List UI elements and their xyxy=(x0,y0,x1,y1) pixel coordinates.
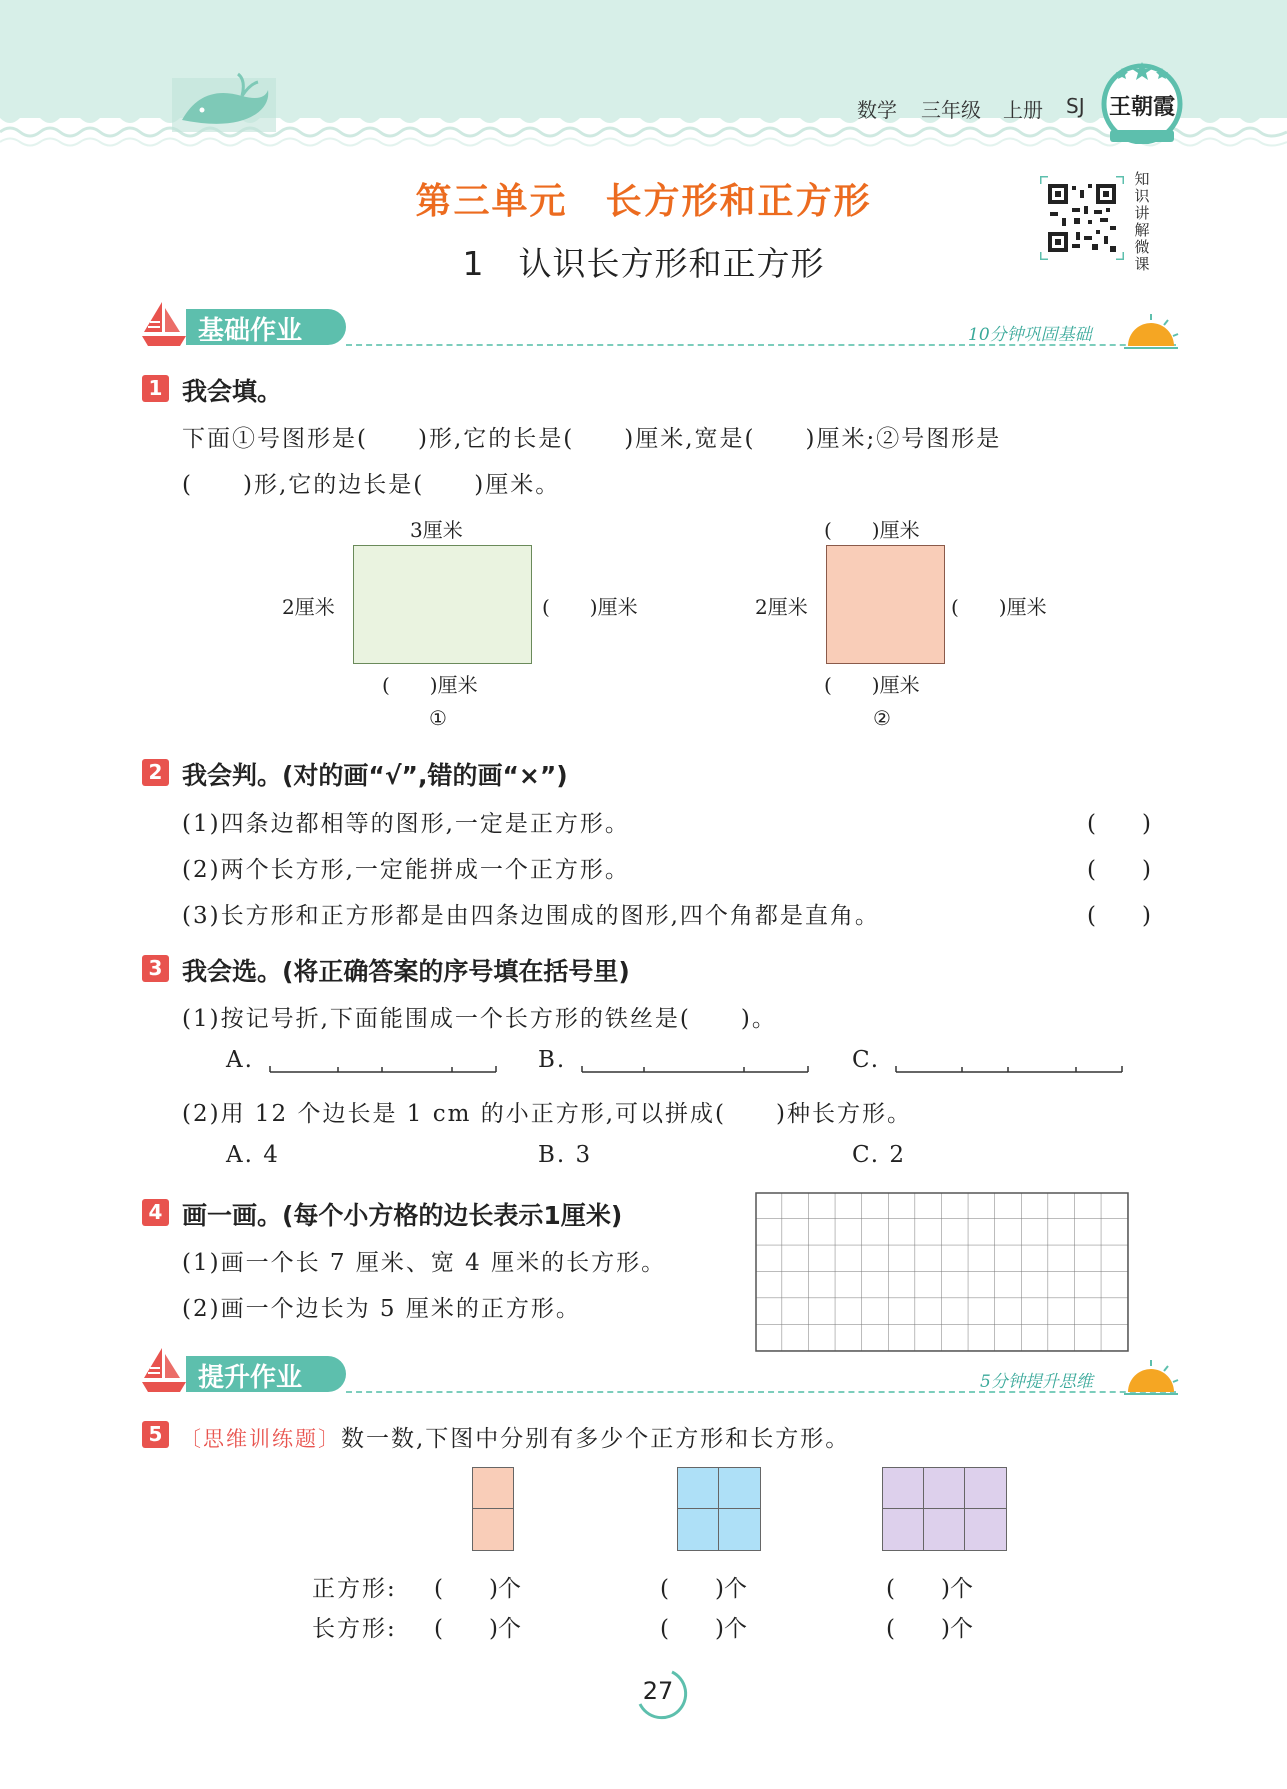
row-label-rect: 长方形: xyxy=(312,1616,397,1642)
sun-icon xyxy=(1122,1358,1180,1396)
qr-caption: 知识讲解微课 xyxy=(1134,170,1150,273)
question-title: 我会判。(对的画“√”,错的画“×”) xyxy=(182,761,568,790)
question-number: 2 xyxy=(142,759,169,786)
judge-item: (3)长方形和正方形都是由四条边围成的图形,四个角都是直角。 xyxy=(182,903,880,929)
wire-option-c xyxy=(894,1060,1124,1074)
count-figure-1 xyxy=(472,1467,514,1551)
count-blank[interactable]: ( )个 xyxy=(886,1576,973,1602)
count-figure-2 xyxy=(677,1467,761,1551)
page-number: 27 xyxy=(642,1677,674,1705)
question-title: 我会选。(将正确答案的序号填在括号里) xyxy=(182,957,630,986)
choice-subquestion: (2)用 12 个边长是 1 cm 的小正方形,可以拼成( )种长方形。 xyxy=(182,1101,912,1127)
count-blank[interactable]: ( )个 xyxy=(660,1576,747,1602)
sailboat-icon xyxy=(140,300,188,348)
brand-logo xyxy=(1100,60,1184,144)
question-text-line: 下面①号图形是( )形,它的长是( )厘米,宽是( )厘米;②号图形是 xyxy=(182,426,1002,452)
rectangle-figure xyxy=(353,545,532,664)
draw-subquestion: (1)画一个长 7 厘米、宽 4 厘米的长方形。 xyxy=(182,1250,667,1276)
figure-label-top: ( )厘米 xyxy=(824,518,920,542)
square-figure xyxy=(826,545,945,664)
question-text: 数一数,下图中分别有多少个正方形和长方形。 xyxy=(341,1426,851,1452)
wire-option-b xyxy=(580,1060,810,1074)
count-blank[interactable]: ( )个 xyxy=(434,1616,521,1642)
question-number: 5 xyxy=(142,1421,169,1448)
figure-label-left: 2厘米 xyxy=(755,595,808,619)
section-advance-tag: 5分钟提升思维 xyxy=(980,1372,1093,1392)
answer-blank[interactable]: ( ) xyxy=(1087,857,1151,883)
section-advance-title: 提升作业 xyxy=(198,1363,303,1393)
figure-label-right: ( )厘米 xyxy=(951,595,1047,619)
option-label: B. 3 xyxy=(538,1142,593,1168)
answer-blank[interactable]: ( ) xyxy=(1087,811,1151,837)
header-subject: 数学 xyxy=(857,98,897,122)
question-number: 1 xyxy=(142,375,169,402)
sailboat-icon xyxy=(140,1346,188,1394)
figure-label-right: ( )厘米 xyxy=(542,595,638,619)
figure-label-left: 2厘米 xyxy=(282,595,335,619)
qr-code[interactable] xyxy=(1040,176,1124,260)
brand-name: 王朝霞 xyxy=(1108,94,1175,120)
count-blank[interactable]: ( )个 xyxy=(660,1616,747,1642)
thinking-tag: 〔思维训练题〕 xyxy=(180,1427,341,1451)
figure-number: ① xyxy=(429,706,447,730)
question-number: 4 xyxy=(142,1199,169,1226)
judge-item: (1)四条边都相等的图形,一定是正方形。 xyxy=(182,811,630,837)
option-label: A. 4 xyxy=(226,1142,280,1168)
question-title: 画一画。(每个小方格的边长表示1厘米) xyxy=(182,1201,623,1230)
lesson-title: 1 认识长方形和正方形 xyxy=(462,244,825,283)
draw-subquestion: (2)画一个边长为 5 厘米的正方形。 xyxy=(182,1296,581,1322)
judge-item: (2)两个长方形,一定能拼成一个正方形。 xyxy=(182,857,630,883)
header-volume: 上册 xyxy=(1003,98,1043,122)
question-line xyxy=(180,1420,850,1453)
row-label-square: 正方形: xyxy=(312,1576,397,1602)
option-label: B. xyxy=(538,1047,567,1073)
section-basic-title: 基础作业 xyxy=(198,316,303,346)
whale-icon xyxy=(172,70,276,132)
question-title: 我会填。 xyxy=(182,377,283,406)
count-blank[interactable]: ( )个 xyxy=(886,1616,973,1642)
figure-number: ② xyxy=(873,706,891,730)
figure-label-bottom: ( )厘米 xyxy=(824,673,920,697)
option-label: C. 2 xyxy=(852,1142,907,1168)
count-blank[interactable]: ( )个 xyxy=(434,1576,521,1602)
wire-option-a xyxy=(268,1060,498,1074)
count-figure-3 xyxy=(882,1467,1007,1551)
figure-label-top: 3厘米 xyxy=(410,518,463,542)
header-edition: SJ xyxy=(1066,94,1085,118)
drawing-grid[interactable] xyxy=(755,1192,1129,1352)
option-label: C. xyxy=(852,1047,881,1073)
header-grade: 三年级 xyxy=(921,98,981,122)
figure-label-bottom: ( )厘米 xyxy=(382,673,478,697)
unit-title: 第三单元 长方形和正方形 xyxy=(415,181,872,222)
answer-blank[interactable]: ( ) xyxy=(1087,903,1151,929)
question-number: 3 xyxy=(142,955,169,982)
sun-icon xyxy=(1122,312,1180,350)
section-basic-tag: 10分钟巩固基础 xyxy=(968,325,1092,345)
choice-subquestion: (1)按记号折,下面能围成一个长方形的铁丝是( )。 xyxy=(182,1006,777,1032)
option-label: A. xyxy=(226,1047,254,1073)
question-text-line: ( )形,它的边长是( )厘米。 xyxy=(182,472,561,498)
